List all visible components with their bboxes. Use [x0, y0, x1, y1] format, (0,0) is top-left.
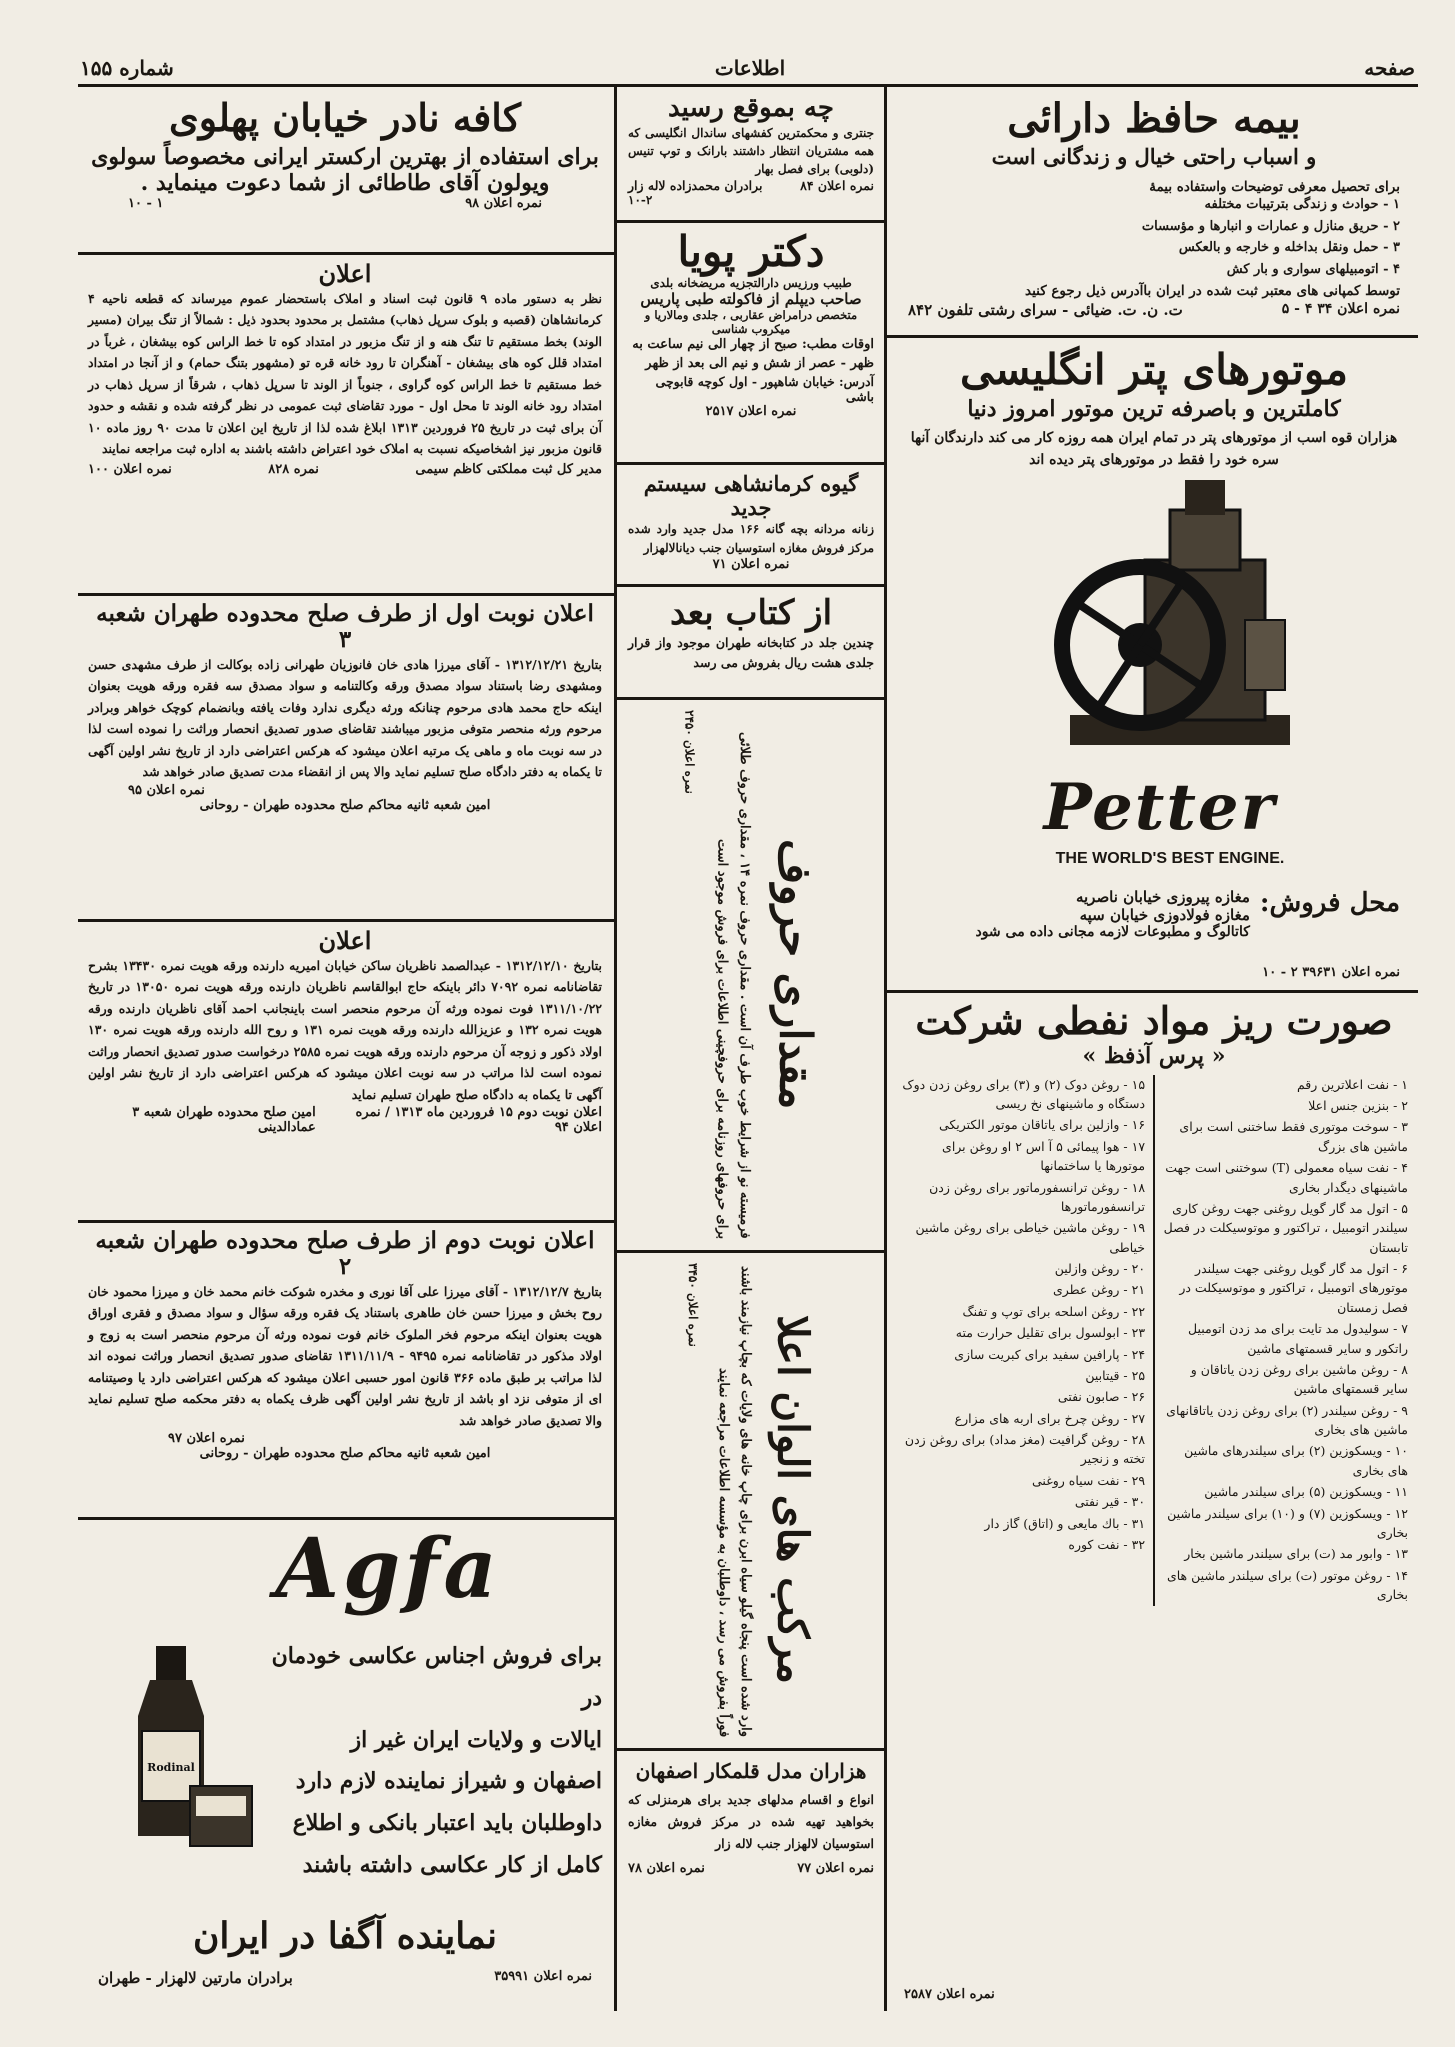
elan3-body: بتاریخ ۱۳۱۲/۱۲/۱۰ - عبدالصمد ناظریان ساکن خیابان امیریه دارنده ورقه هویت نمره ۱۳۴۳۰ بشرح تقاضانامه نمره ۷۰۹۲ دائر باینکه حاج ابوالقاسم ناظریان دارنده ورقه هویت نمره ۱۳۰۵۰ در تاریخ ۱۳۱۱/۱۰/۲۲ فوت نموده ورثه آن مرحوم منحصر است باینجانب احمد آقای ناظریان دارنده ورقه هویت نمره ۱۳۲ و عزیزالله دارنده ورقه هویت نمره ۱۳۱ و روح الله دارنده ورقه هویت نمره ۱۳۰ اولاد ذکور و زوجه آن مرحوم دارنده ورقه هویت نمره ۲۵۸۵ درخواست صدور تصدیق انحصار وراثت نموده است لذا مراتب در سه نوبت اعلان میشود که هرکس اعتراضی دارد از تاریخ نشر اولین آگهی تا یکماه به دادگاه صلح طهران تسلیم نماید [88, 957, 603, 1102]
oil-item: ۳ - سوخت موتوری فقط ساختنی است برای ماشین های بزرگ [1179, 1119, 1408, 1154]
agfa-ad [78, 1521, 612, 2011]
agfa-bottle-illustration [108, 1636, 258, 1866]
doctor-ad [620, 224, 882, 459]
agfa-l1: برای فروش اجناس عکاسی خودمان در [271, 1643, 602, 1711]
oil-item: ۱۸ - روغن ترانسفورماتور برای روغن زدن ترانسفورماتورها [929, 1179, 1146, 1214]
kermanshahi-body: زنانه مردانه بچه گانه ۱۶۶ مدل جدید وارد شده مرکز فروش مغازه استوسیان جنب دیانالالهزار [628, 522, 875, 555]
oil-item: ۱۶ - وازلین برای یاتاقان موتور الکتریکی [938, 1117, 1146, 1133]
huruf-body: فرمیسته نو از شرایط خوب طرف آن است . مقداری حروف نمره ۱۴ ، مقداری حروف طلائی برای حروفهای روزنامه برای حروفچینی اطلاعات برای فروش موجود است [714, 732, 752, 1239]
elan2-body: بتاریخ ۱۳۱۲/۱۲/۲۱ - آقای میرزا هادی خان فانوزیان طهرانی زاده بوکالت از طرف مشهدی حسن ومشهدی رضا باستناد سواد مصدق ورقه وکالتنامه و سواد مصدق سه فقره ورقه هویت بعنوان اینکه حاج محمد هادی مرحوم چنانکه ورثه دیگری ندارد وفات یافته وبانضمام کوچک خواهر وبرادر مرحوم ورثه منحصر متوفی مزبور میباشند تقاضای صدور تصدیق انحصار وراثت را نموده است لذا در سه نوبت ماه و ماهی یک مرتبه اعلان میشود که هرکس اعتراضی دارد از تاریخ نشر اولین آگهی تا یکماه به دفتر دادگاه صلح تسلیم نماید والا پس از انقضاء مدت تصدیق صادر خواهد شد [88, 656, 602, 780]
agfa-logo: Agfa [275, 1521, 501, 1617]
cafe-ad [78, 88, 612, 248]
petter-sale-label: محل فروش: [1259, 888, 1400, 918]
petter-sale-1: مغازه پیروزی خیابان ناصریه [1075, 888, 1250, 906]
elan2-sign: امین شعبه ثانیه محاکم صلح محدوده طهران - روحانی [199, 797, 491, 813]
oil-title: صورت ریز مواد نفطی شرکت [915, 998, 1393, 1043]
petter-title: موتورهای پتر انگلیسی [959, 345, 1349, 394]
oil-item: ۲۳ - ابولسول برای تقلیل حرارت مته [955, 1325, 1146, 1341]
rule [886, 335, 1418, 338]
oil-item: ۱۵ - روغن دوک (۲) و (۳) برای روغن زدن دوک دستگاه و ماشینهای نخ ریسی [902, 1076, 1146, 1112]
header-right: صفحه [1364, 56, 1415, 80]
rule [78, 1517, 614, 1520]
rule [617, 1250, 884, 1253]
oil-item: ۷ - سولیدول مد تایت برای مد زدن اتومبیل راتکور و سایر قسمتهای ماشین [1187, 1321, 1408, 1356]
oil-item: ۱۳ - وابور مد (ت) برای سیلندر ماشین بخار [1184, 1546, 1408, 1562]
che-title: چه بموقع رسید [668, 93, 834, 123]
doctor-title: دکتر پویا [677, 227, 825, 276]
isfahan-no2: نمره اعلان ۷۸ [628, 1860, 705, 1876]
elan4-sign: امین شعبه ثانیه محاکم صلح محدوده طهران - روحانی [199, 1446, 491, 1462]
cafe-l2: ویولون آقای طاطائی از شما دعوت مینماید . [140, 169, 550, 196]
oil-item: ۳۲ - نفت کوره [1068, 1536, 1146, 1552]
oil-item: ۱۴ - روغن موتور (ت) برای سیلندر ماشین های بخاری [1166, 1567, 1408, 1603]
oil-item: ۲۲ - روغن اسلحه برای توپ و تفنگ [962, 1303, 1146, 1319]
cafe-no: نمره اعلان ۹۸ [465, 195, 542, 211]
elan2-no: نمره اعلان ۹۵ [128, 782, 205, 798]
column-rule-left [614, 86, 617, 2011]
oil-item: ۲۱ - روغن عطری [1052, 1282, 1146, 1298]
agfa-title: نماینده آگفا در ایران [192, 1915, 498, 1957]
petter-body: هزاران قوه اسب از موتورهای پتر در تمام ایران همه روزه کار می کند دارندگان آنها سره خود را فقط در موتورهای پتر دیده اند [910, 430, 1398, 468]
doctor-l3: متخصص درامراض عقاربی ، جلدی ومالاریا و میکروب شناسی [644, 308, 858, 337]
che-ad [620, 88, 882, 218]
oil-item: ۲۷ - روغن چرخ برای اربه های مزارع [954, 1410, 1146, 1426]
oil-item: ۳۱ - باك مایعی و (اتاق) گاز دار [984, 1515, 1146, 1531]
oil-no: نمره اعلان ۲۵۸۷ [904, 1987, 995, 2002]
elan1-ad [78, 256, 612, 591]
oil-item: ۱۹ - روغن ماشین خیاطی برای روغن ماشین خیاطی [915, 1220, 1146, 1255]
oil-item: ۲۸ - روغن گرافیت (مغز مداد) برای روغن زدن تخته و زنجیر [904, 1432, 1146, 1467]
bime-footer: توسط کمپانی های معتبر ثبت شده در ایران باآدرس ذیل رجوع کنید [1024, 283, 1400, 299]
isfahan-ad [620, 1752, 882, 2010]
oil-item: ۲ - بنزین جنس اعلا [1308, 1098, 1408, 1114]
kermanshahi-title: گیوه کرمانشاهی سیستم جدید [643, 471, 859, 521]
rule [617, 462, 884, 465]
bime-item: ۴ - اتومبیلهای سواری و بار کش [1226, 261, 1400, 277]
petter-tagline: THE WORLD'S BEST ENGINE. [1055, 850, 1285, 867]
bime-title: بیمه حافظ دارائی [1007, 95, 1301, 142]
rule [617, 584, 884, 587]
huruf-ad [620, 702, 882, 1247]
rule [617, 220, 884, 223]
elan3-sign: امین صلح محدوده طهران شعبه ۳ عمادالدینی [132, 1105, 316, 1136]
oil-item: ۴ - نفت سیاه معمولی (T) سوختنی است جهت ماشینهای دیگدار بخاری [1165, 1160, 1408, 1195]
doctor-l2: صاحب دیپلم از فاکولته طبی پاریس [640, 290, 862, 309]
oil-item: ۱۰ - ویسکوزین (۲) برای سیلندرهای ماشین های بخاری [1184, 1443, 1408, 1478]
elan3-ad [78, 923, 612, 1218]
elan4-no: نمره اعلان ۹۷ [168, 1431, 245, 1447]
oil-subtitle: « پرس آذفظ » [1082, 1042, 1226, 1069]
oil-item: ۲۶ - صابون نفتی [1057, 1389, 1146, 1405]
kermanshahi-no: نمره اعلان ۷۱ [712, 557, 790, 573]
agfa-bottle-label: Rodinal [147, 1761, 195, 1774]
agfa-l4: داوطلبان باید اعتبار بانکی و اطلاع [292, 1810, 602, 1837]
oil-ad [890, 995, 1418, 2010]
oil-item: ۲۹ - نفت سیاه روغنی [1032, 1472, 1146, 1488]
elan1-sign: مدیر کل ثبت مملکتی کاظم سیمی [415, 461, 602, 477]
isfahan-title: هزاران مدل قلمکار اصفهان [635, 1759, 867, 1783]
petter-sale-3: کاتالوگ و مطبوعات لازمه مجانی داده می شود [975, 924, 1250, 940]
doctor-no: نمره اعلان ۲۵۱۷ [705, 403, 797, 419]
bime-item: ۱ - حوادث و زندگی بترتیبات مختلفه [1204, 197, 1400, 212]
che-seller: برادران محمدزاده لاله زار [628, 177, 763, 193]
doctor-l5: آدرس: خیابان شاهپور - اول کوچه قابوچی باشی [655, 373, 874, 404]
elan4-body: بتاریخ ۱۳۱۲/۱۲/۷ - آقای میرزا علی آقا نوری و مخدره شوکت خانم محمد خان و میرزا محمود خان روح بخش و میرزا حسن خان طاهری باستناد یک فقره ورقه سؤال و سواد مصدق و فقری اوراق هویت بعنوان اینکه مرحوم فخر الملوک خانم فوت نموده ورثه آن مرحوم منحصر است به زوج و اولاد مذکور در تقاضانامه نمره ۹۴۹۵ - ۱۳۱۱/۱۱/۹ تقاضای صدور تصدیق انحصار وراثت نموده اند لذا مراتب بر طبق ماده ۳۶۶ قانون امور حسبی اعلان میشود که هرکس اعتراضی دارد یا وصیتنامه ای از متوفی نزد او باشد از تاریخ نشر اولین آگهی ظرف یکماه به دفتر محکمه صلح تسلیم نماید والا تصدیق صادر خواهد شد [88, 1283, 603, 1428]
bime-intro: برای تحصیل معرفی توضیحات واستفاده بیمهٔ [1149, 179, 1400, 195]
elan3-no: اعلان نوبت دوم ۱۵ فروردین ماه ۱۳۱۳ / نمره اعلان ۹۴ [355, 1105, 602, 1136]
oil-item: ۱۷ - هوا پیمائی ۵ آ اس ۲ او روغن برای موتورها یا ساختمانها [942, 1138, 1146, 1174]
engine-illustration [1050, 470, 1310, 760]
isfahan-no: نمره اعلان ۷۷ [797, 1860, 874, 1876]
rule [78, 252, 614, 255]
petter-ad [890, 340, 1418, 985]
elan1-body: نظر به دستور ماده ۹ قانون ثبت اسناد و املاک باستحضار عموم میرساند که قطعه ناحیه ۴ کرمانشاهان (قصبه و بلوک سرپل ذهاب) مشتمل بر محدود بحدود ذیل : شمالاً از تنگ بیران (مسیر الوند) بخط مستقیم تا تنگ هنه و از تنگ مزبور در امتداد کوه تا خط الراس کوه بیشغان ، غرباً در امتداد قلل کوه های بیشغان - آهنگران تا رود خانه قره تو (مشهور بتنگ حمام) و از آنجا در امتداد خط مستقیم تا خط الراس کوه گراوی ، جنوباً از الوند تا سرپل ذهاب ، شرقاً از سرپل ذهاب در امتداد رود خانه الوند تا محل اول - مورد تقاضای ثبت عمومی در نظر گرفته شده و نقشه و حدود آن برای ثبت در تاریخ ۲۵ فروردین ۱۳۱۳ ابلاغ شده لذا از تاریخ این اعلان تا مدت ۹۰ روز ماده ۱۰ قانون مزبور نیز اشخاصیکه نسبت به املاک خود اعتراض داشته باشند به اداره ثبت مراجعه نمایند [88, 290, 603, 457]
agfa-no: نمره اعلان ۳۵۹۹۱ [494, 1969, 592, 1984]
oil-item: ۱۱ - ویسکوزین (۵) برای سیلندر ماشین [1204, 1484, 1408, 1500]
agfa-l3: اصفهان و شیراز نماینده لازم دارد [295, 1768, 602, 1795]
kitab-title: از کتاب بعد [669, 593, 833, 633]
oil-item: ۵ - اتول مد گار گویل روغنی جهت روغن کاری سیلندر اتومبیل ، تراکتور و موتوسیکلت در فصل تابستان [1163, 1200, 1408, 1255]
huruf-title: مقداری حروف [769, 839, 821, 1110]
oil-item: ۸ - روغن ماشین برای روغن زدن یاتاقان و سایر قسمتهای ماشین [1190, 1361, 1408, 1397]
morakkab-no: نمره اعلان ۳۴۵۰ [685, 1263, 700, 1347]
agfa-footer: برادران مارتین لالهزار - طهران [98, 1969, 293, 1987]
agfa-l2: ایالات و ولایات ایران غیر از [350, 1726, 602, 1753]
bime-item: ۲ - حریق منازل و عمارات و انبارها و مؤسسات [1141, 218, 1400, 234]
header-left: شماره ۱۵۵ [80, 56, 174, 80]
oil-item: ۲۰ - روغن وازلین [1054, 1261, 1146, 1277]
elan3-title: اعلان [318, 926, 372, 955]
agfa-l5: کامل از کار عکاسی داشته باشند [302, 1851, 602, 1878]
kermanshahi-ad [620, 466, 882, 581]
bime-no: نمره اعلان ۳۴ ۴ - ۵ [1281, 301, 1400, 317]
che-body: جنتری و محکمترین کفشهای ساندال انگلیسی که همه مشتریان انتظار داشتند بارانک و توپ تنیس (دلوبی) برای فصل بهار [628, 125, 874, 176]
morakkab-title: مرکب های الوان اعلا [768, 1315, 818, 1685]
rule [78, 919, 614, 922]
oil-item: ۳۰ - قیر نفتی [1074, 1494, 1146, 1510]
bime-items [908, 195, 1400, 279]
oil-list-left [900, 1075, 1145, 1607]
elan2-title: اعلان نوبت اول از طرف صلح محدوده طهران شعبه ۳ [96, 600, 594, 654]
cafe-num: ۱ - ۱۰ [128, 195, 164, 211]
elan1-no: نمره ۸۲۸ [268, 461, 319, 477]
morakkab-ad [620, 1255, 882, 1745]
bime-subtitle: و اسباب راحتی خیال و زندگانی است [991, 144, 1317, 169]
kitab-ad [620, 588, 882, 693]
oil-list-right [1163, 1075, 1408, 1607]
rule [617, 697, 884, 700]
bime-ad [890, 88, 1418, 333]
column-rule-right [884, 86, 887, 2011]
morakkab-body: وارد شده است پنجاه گیلو سیاه ابرن برای چاپ خانه های ولایات که بچاپ نیازمند باشند فوراً بفروش می رسد ، داوطلبان به مؤسسه اطلاعات مراجعه نمایند [715, 1266, 753, 1737]
isfahan-body: انواع و اقسام مدلهای جدید برای هرمنزلی که بخواهید تهیه شده در مرکز فروش مغازه استوسیان لالهزار جنب لاله زار [628, 1792, 874, 1851]
oil-item: ۶ - اتول مد گار گویل روغنی جهت سیلندر موتورهای اتومبیل ، تراکتور و موتوسیکلت در فصل زمستان [1179, 1261, 1408, 1315]
elan1-title: اعلان [318, 259, 372, 288]
elan2-ad [78, 597, 612, 917]
oil-item: ۲۴ - پارافین سفید برای کبریت سازی [954, 1346, 1146, 1362]
bime-address: ت. ن. ت. ضیائی - سرای رشتی تلفون ۸۴۲ [908, 301, 1183, 319]
huruf-no: نمره اعلان ۲۴۵۰ [682, 710, 697, 794]
elan1-no2: نمره اعلان ۱۰۰ [88, 461, 172, 477]
che-num: ۱۰-۲ [628, 192, 653, 207]
doctor-l4: اوقات مطب: صبح از چهار الی نیم ساعت به ظهر - عصر از شش و نیم الی بعد از ظهر [632, 337, 874, 372]
oil-item: ۱۲ - ویسکوزین (۷) و (۱۰) برای سیلندر ماشین بخاری [1167, 1505, 1408, 1540]
cafe-title: کافه نادر خیابان پهلوی [169, 95, 521, 140]
kitab-body: چندین جلد در کتابخانه طهران موجود واز قرار جلدی هشت ریال بفروش می رسد [628, 635, 874, 671]
rule [886, 990, 1418, 993]
elan4-ad [78, 1224, 612, 1514]
header-rule [78, 84, 1418, 87]
oil-item: ۲۵ - قیتابین [1085, 1367, 1146, 1383]
petter-sale-2: مغازه فولادوزی خیابان سپه [1079, 906, 1250, 924]
doctor-l1: طبیب ورزیس دارالتجزیه مریضخانه بلدی [650, 276, 852, 291]
che-no: نمره اعلان ۸۴ [800, 177, 874, 193]
rule [617, 1748, 884, 1751]
elan4-title: اعلان نوبت دوم از طرف صلح محدوده طهران شعبه ۲ [95, 1227, 595, 1281]
rule [78, 593, 614, 596]
rule [78, 1220, 614, 1223]
petter-subtitle: کاملترین و باصرفه ترین موتور امروز دنیا [967, 396, 1341, 423]
petter-no: نمره اعلان ۳۹۶۳۱ ۲ - ۱۰ [1262, 965, 1400, 980]
petter-logo: Petter [1043, 770, 1277, 845]
bime-item: ۳ - حمل ونقل بداخله و خارجه و بالعکس [1178, 240, 1400, 255]
cafe-l1: برای استفاده از بهترین ارکستر ایرانی مخصوصاً سولوی [91, 143, 599, 170]
oil-item: ۹ - روغن سیلندر (۲) برای روغن زدن یاتاقانهای ماشین های بخاری [1166, 1402, 1408, 1438]
oil-item: ۱ - نفت اعلاترین رقم [1296, 1076, 1408, 1092]
header-center: اطلاعات [714, 56, 786, 80]
